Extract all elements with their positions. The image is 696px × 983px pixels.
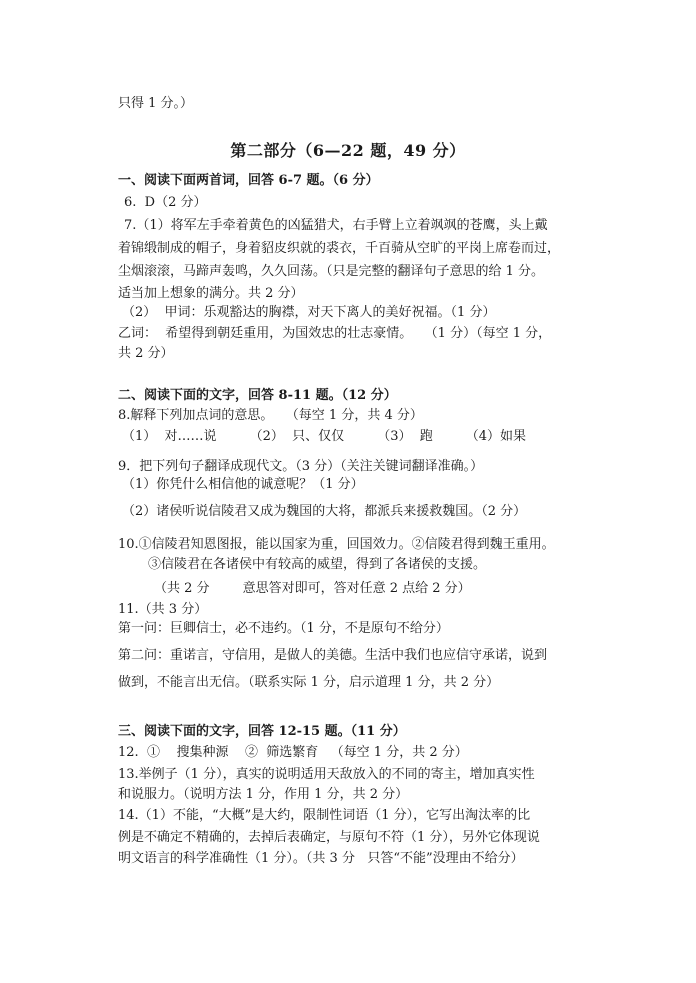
answer-line: 例是不确定不精确的，去掉后表确定，与原句不符（1 分），另外它体现说	[118, 830, 540, 845]
answer-line: 第二问：重诺言，守信用，是做人的美德。生活中我们也应信守承诺，说到	[118, 648, 548, 663]
answer-line: 着锦缎制成的帽子，身着貂皮织就的裘衣，千百骑从空旷的平岗上席卷而过，	[118, 241, 561, 256]
section-heading: 二、阅读下面的文字，回答 8-11 题。（12 分）	[118, 388, 397, 403]
answer-line: ③信陵君在各诸侯中有较高的威望，得到了各诸侯的支援。	[148, 557, 487, 572]
section-heading: 三、阅读下面的文字，回答 12-15 题。（11 分）	[118, 724, 406, 739]
answer-line: 11.（共 3 分）	[118, 602, 208, 617]
answer-line: 9．把下列句子翻译成现代文。（3 分）（关注关键词翻译准确。）	[118, 459, 484, 474]
answer-line: 做到，不能言出无信。（联系实际 1 分，启示道理 1 分，共 2 分）	[118, 675, 500, 690]
answer-line: （2）诸侯听说信陵君又成为魏国的大将，都派兵来援救魏国。（2 分）	[122, 504, 527, 519]
section-title: 第二部分（6—22 题，49 分）	[230, 141, 466, 160]
section-heading: 一、阅读下面两首词，回答 6-7 题。（6 分）	[118, 173, 379, 188]
answer-line: 6. D（2 分）	[124, 195, 207, 210]
answer-line: （共 2 分 意思答对即可，答对任意 2 点给 2 分）	[154, 581, 471, 596]
answer-line: 8.解释下列加点词的意思。 （每空 1 分，共 4 分）	[118, 408, 423, 423]
answer-line: 14.（1）不能，“大概”是大约，限制性词语（1 分），它写出淘汰率的比	[118, 808, 531, 823]
answer-line: 尘烟滚滚，马蹄声轰鸣，久久回荡。（只是完整的翻译句子意思的给 1 分。	[118, 264, 545, 279]
answer-line: 共 2 分）	[118, 346, 174, 361]
answer-line: （1）你凭什么相信他的诚意呢？（1 分）	[122, 477, 364, 492]
answer-line: 乙词： 希望得到朝廷重用，为国效忠的壮志豪情。 （1 分）（每空 1 分，	[118, 326, 552, 341]
answer-line: 12. ① 搜集种源 ② 筛选繁育 （每空 1 分，共 2 分）	[118, 745, 468, 760]
answer-line: 10.①信陵君知恩图报，能以国家为重，回国效力。②信陵君得到魏王重用。	[118, 537, 555, 552]
answer-line: 13.举例子（1 分），真实的说明适用天敌放入的不同的寄主，增加真实性	[118, 767, 535, 782]
answer-line: （2） 甲词：乐观豁达的胸襟，对天下离人的美好祝福。（1 分）	[122, 305, 496, 320]
answer-line: 和说服力。（说明方法 1 分，作用 1 分，共 2 分）	[118, 787, 409, 802]
text-line: 只得 1 分。）	[118, 96, 194, 111]
answer-line: （1） 对……说 （2） 只、仅仅 （3） 跑 （4）如果	[122, 429, 527, 444]
answer-line: 明文语言的科学准确性（1 分）。（共 3 分 只答“不能”没理由不给分）	[118, 851, 524, 866]
answer-line: 第一问：巨卿信士，必不违约。（1 分，不是原句不给分）	[118, 621, 449, 636]
answer-line: 适当加上想象的满分。共 2 分）	[118, 286, 304, 301]
answer-line: 7.（1）将军左手牵着黄色的凶猛猎犬，右手臂上立着飒飒的苍鹰，头上戴	[124, 218, 548, 233]
